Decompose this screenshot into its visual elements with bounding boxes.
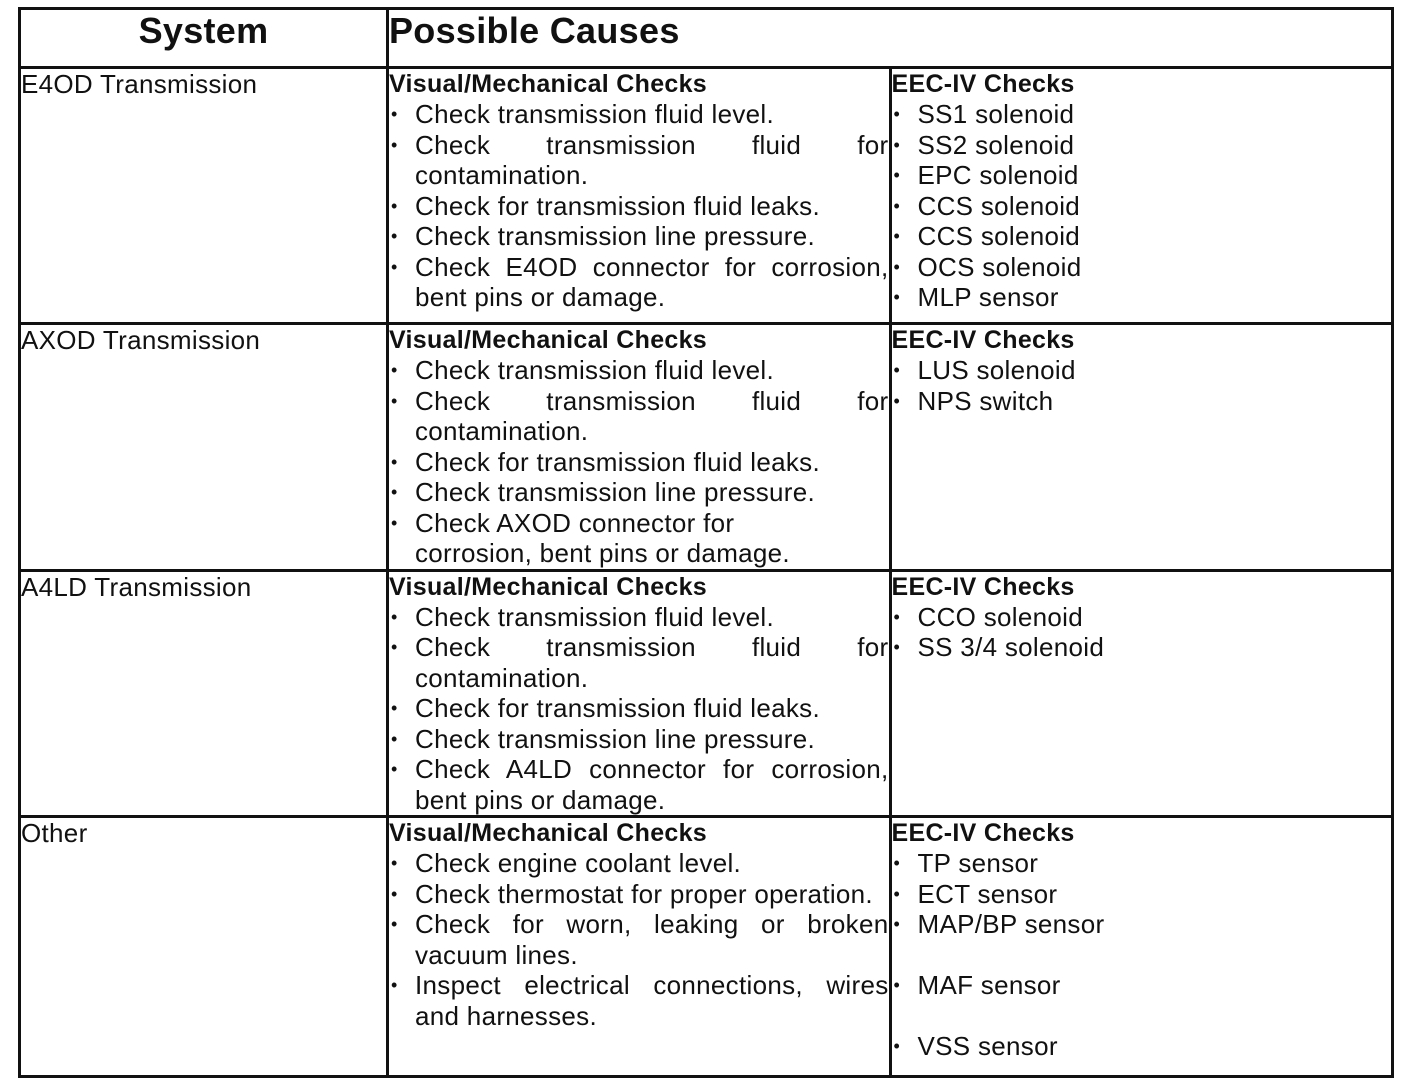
list-item: • MAP/BP sensor (892, 909, 1392, 940)
list-item: • Check engine coolant level. (389, 848, 889, 879)
list-item: • Check for transmission fluid leaks. (389, 693, 889, 724)
list-item: • Check transmission fluid for contamination. (389, 632, 889, 693)
list-item: • Check thermostat for proper operation. (389, 879, 889, 910)
list-item: • Check transmission fluid for contamination. (389, 386, 889, 447)
eec-checks-list (892, 355, 1392, 416)
list-item: • SS2 solenoid (892, 130, 1392, 161)
visual-checks-cell (388, 570, 891, 817)
visual-checks-list (389, 99, 889, 313)
visual-checks-heading: Visual/Mechanical Checks (389, 819, 708, 847)
list-item: • Check transmission line pressure. (389, 221, 889, 252)
eec-checks-cell (890, 68, 1393, 324)
eec-checks-heading: EEC-IV Checks (891, 819, 1075, 847)
table-row (20, 68, 1393, 324)
visual-checks-list (389, 848, 889, 1031)
list-item: • OCS solenoid (892, 252, 1392, 283)
list-item: • Check E4OD connector for corrosion, bent pins or damage. (389, 252, 889, 313)
list-item: • MAF sensor (892, 970, 1392, 1001)
table-row (20, 817, 1393, 1077)
system-cell: Other (20, 817, 388, 1077)
visual-checks-cell (388, 324, 891, 571)
list-item: • ECT sensor (892, 879, 1392, 910)
list-item: • Check for transmission fluid leaks. (389, 191, 889, 222)
table-row (20, 570, 1393, 817)
list-item: • VSS sensor (892, 1031, 1392, 1062)
list-item: • CCS solenoid (892, 191, 1392, 222)
list-item: • Check for transmission fluid leaks. (389, 447, 889, 478)
visual-checks-heading: Visual/Mechanical Checks (389, 572, 708, 601)
table-header-row (20, 9, 1393, 68)
list-item: • EPC solenoid (892, 160, 1392, 191)
list-item: • Check transmission line pressure. (389, 477, 889, 508)
visual-checks-heading: Visual/Mechanical Checks (389, 70, 708, 98)
visual-checks-list (389, 355, 889, 569)
header-system: System (20, 9, 388, 68)
list-item: • Inspect electrical connections, wires and harnesses. (389, 970, 889, 1031)
list-item: • Check transmission fluid level. (389, 99, 889, 130)
visual-checks-cell (388, 68, 891, 324)
eec-checks-heading: EEC-IV Checks (891, 572, 1075, 601)
diagnostic-table (18, 7, 1394, 1078)
list-item: • Check AXOD connector for corrosion, bent pins or damage. (389, 508, 889, 569)
list-item: • SS1 solenoid (892, 99, 1392, 130)
list-item: • MLP sensor (892, 282, 1392, 313)
list-item: • NPS switch (892, 386, 1392, 417)
eec-checks-cell (890, 324, 1393, 571)
list-item: • Check transmission line pressure. (389, 724, 889, 755)
table-row (20, 324, 1393, 571)
list-item: • Check transmission fluid level. (389, 602, 889, 633)
eec-checks-heading: EEC-IV Checks (891, 70, 1075, 98)
list-item: • Check transmission fluid level. (389, 355, 889, 386)
eec-checks-heading: EEC-IV Checks (891, 326, 1075, 354)
list-item: • LUS solenoid (892, 355, 1392, 386)
list-item: • Check A4LD connector for corrosion, bent pins or damage. (389, 754, 889, 815)
system-cell: E4OD Transmission (20, 68, 388, 324)
list-item: • Check for worn, leaking or broken vacuum lines. (389, 909, 889, 970)
eec-checks-list (892, 602, 1392, 663)
visual-checks-heading: Visual/Mechanical Checks (389, 326, 708, 354)
eec-checks-cell (890, 570, 1393, 817)
list-item: • CCS solenoid (892, 221, 1392, 252)
eec-checks-list (892, 848, 1392, 1062)
header-possible-causes: Possible Causes (388, 9, 1393, 68)
list-item: • SS 3/4 solenoid (892, 632, 1392, 663)
list-item: • CCO solenoid (892, 602, 1392, 633)
eec-checks-cell (890, 817, 1393, 1077)
list-item: • Check transmission fluid for contamination. (389, 130, 889, 191)
system-cell: A4LD Transmission (20, 570, 388, 817)
system-cell: AXOD Transmission (20, 324, 388, 571)
visual-checks-cell (388, 817, 891, 1077)
eec-checks-list (892, 99, 1392, 313)
visual-checks-list (389, 602, 889, 816)
list-item: • TP sensor (892, 848, 1392, 879)
